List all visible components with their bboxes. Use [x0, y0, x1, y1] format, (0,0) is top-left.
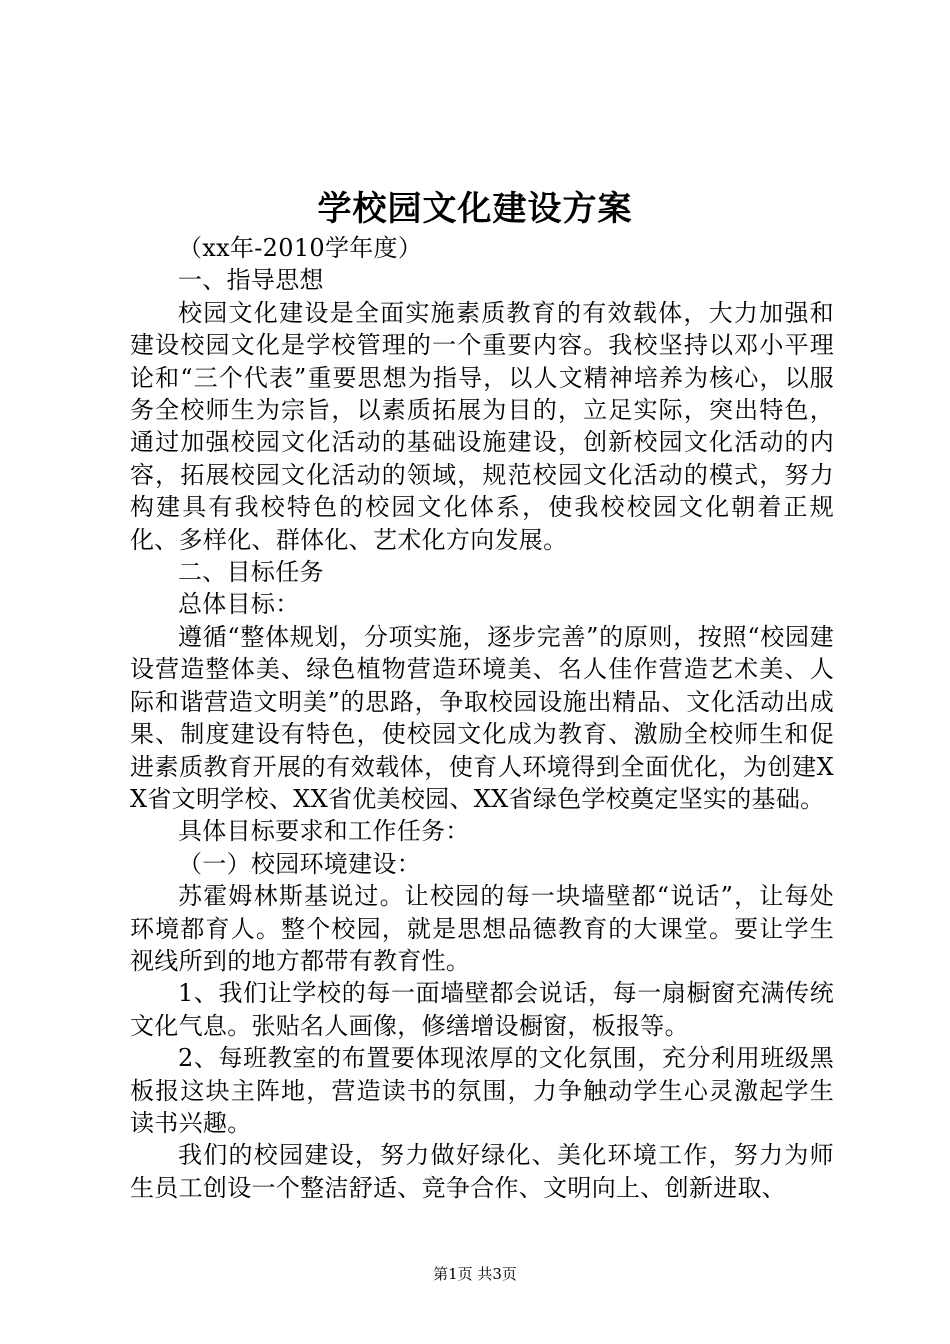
subheading-overall-goal: 总体目标： — [178, 590, 300, 619]
paragraph-guiding-ideology: 校园文化建设是全面实施素质教育的有效载体，大力加强和建设校园文化是学校管理的一个重要内容。我校坚持以邓小平理论和“三个代表”重要思想为指导，以人文精神培养为核心，以服务全校师生为宗旨，以素质拓展为目的，立足实际，突出特色，通过加强校园文化活动的基础设施建设，创新校园文化活动的内容，拓展校园文化活动的领域，规范校园文化活动的模式，努力构建具有我校特色的校园文化体系，使我校校园文化朝着正规化、多样化、群体化、艺术化方向发展。 — [130, 298, 834, 554]
list-item-classroom: 2、每班教室的布置要体现浓厚的文化氛围，充分利用班级黑板报这块主阵地，营造读书的氛围，力争触动学生心灵激起学生读书兴趣。 — [130, 1044, 834, 1137]
paragraph-sukhomlinsky: 苏霍姆林斯基说过。让校园的每一块墙壁都“说话”，让每处环境都育人。整个校园，就是思想品德教育的大课堂。要让学生视线所到的地方都带有教育性。 — [130, 882, 834, 975]
subheading-specific-goals: 具体目标要求和工作任务： — [178, 817, 470, 846]
heading-guiding-ideology: 一、指导思想 — [178, 266, 324, 295]
page-number-footer: 第1页 共3页 — [433, 1265, 517, 1283]
subheading-campus-environment: （一）校园环境建设： — [178, 849, 421, 878]
paragraph-overall-goal: 遵循“整体规划，分项实施，逐步完善”的原则，按照“校园建设营造整体美、绿色植物营造环境美、名人佳作营造艺术美、人际和谐营造文明美”的思路，争取校园设施出精品、文化活动出成果、制度建设有特色，使校园文化成为教育、激励全校师生和促进素质教育开展的有效载体，使育人环境得到全面优化，为创建XX省文明学校、XX省优美校园、XX省绿色学校奠定坚实的基础。 — [130, 622, 834, 813]
paragraph-campus-construction: 我们的校园建设，努力做好绿化、美化环境工作，努力为师生员工创设一个整洁舒适、竞争合作、文明向上、创新进取、 — [130, 1141, 834, 1202]
list-item-walls: 1、我们让学校的每一面墙壁都会说话，每一扇橱窗充满传统文化气息。张贴名人画像，修缮增设橱窗，板报等。 — [130, 979, 834, 1040]
heading-goals-tasks: 二、目标任务 — [178, 558, 324, 587]
document-body — [130, 232, 834, 1204]
paragraph-school-year: （xx年-2010学年度） — [178, 234, 423, 262]
document-title: 学校园文化建设方案 — [317, 189, 633, 229]
